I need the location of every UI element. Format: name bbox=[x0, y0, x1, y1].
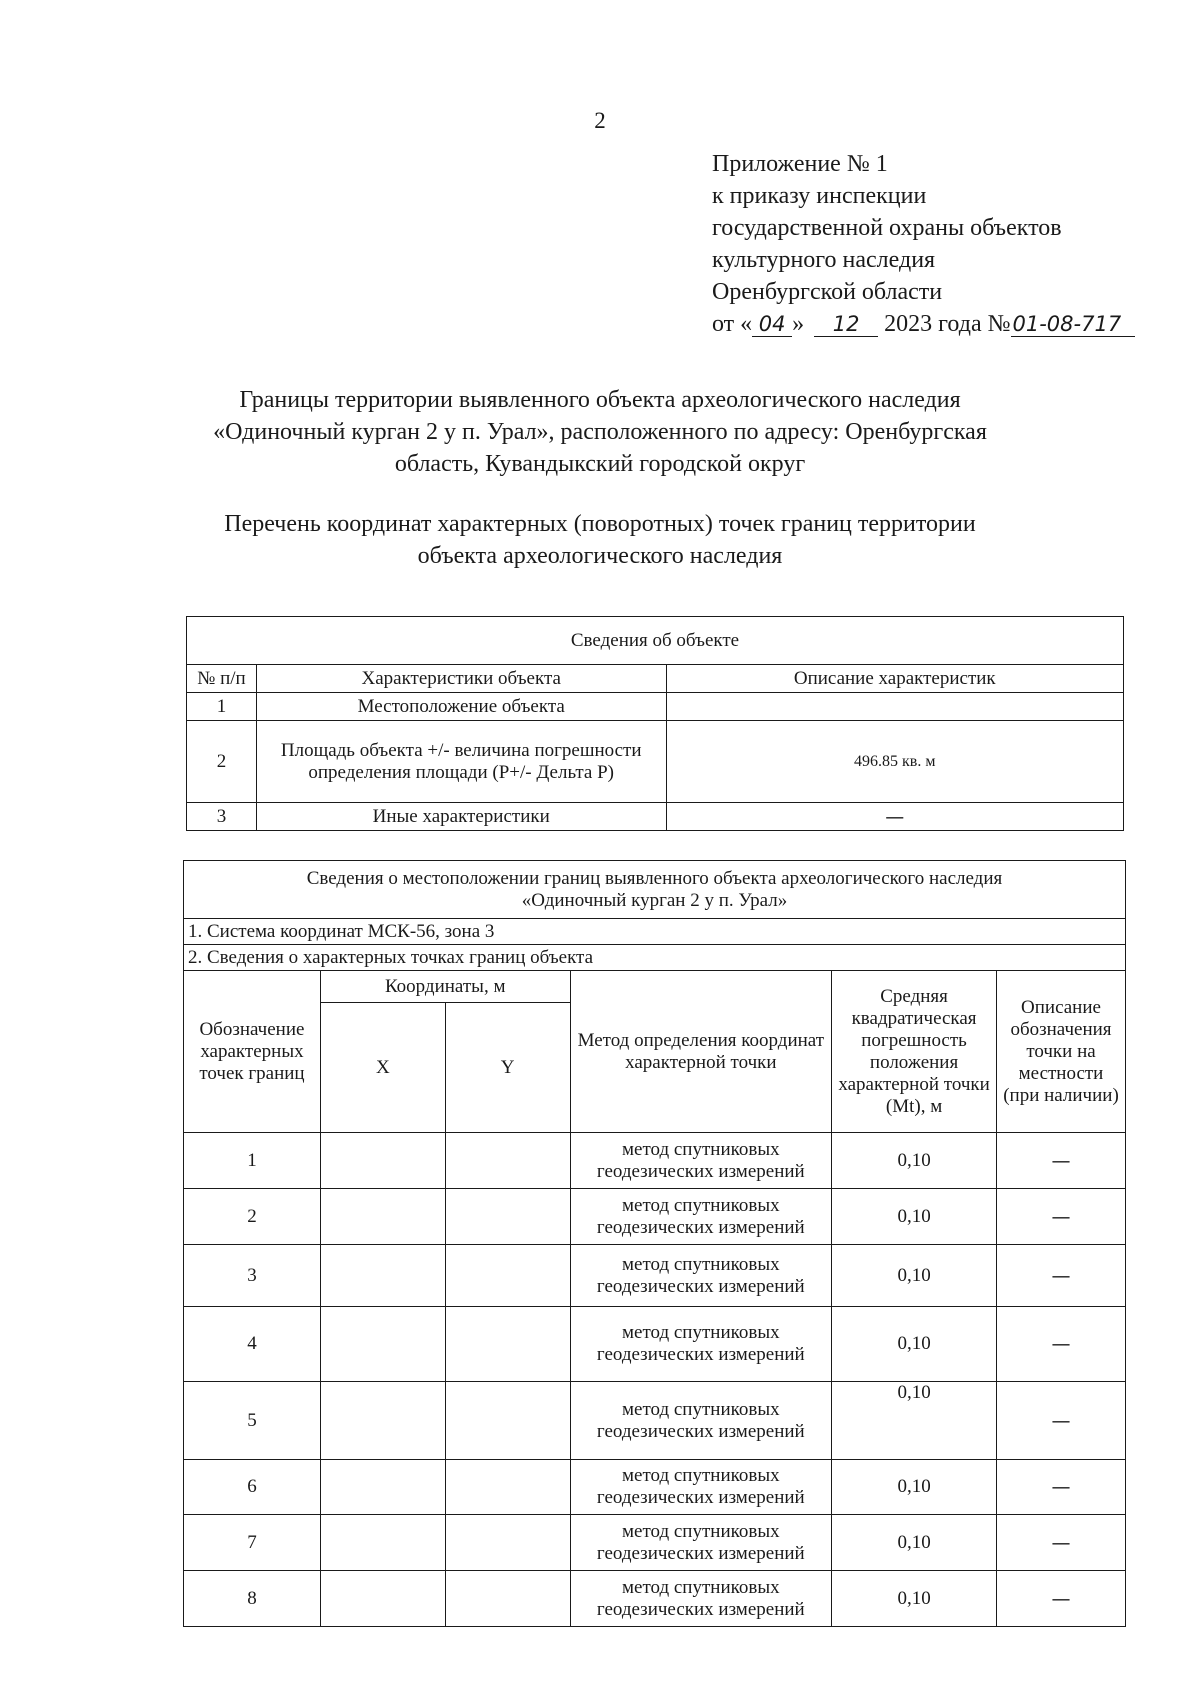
col-header-char: Характеристики объекта bbox=[256, 665, 666, 693]
point-x bbox=[320, 1245, 445, 1307]
table-row bbox=[184, 1133, 1126, 1189]
point-description: — bbox=[997, 1307, 1126, 1382]
row-num: 1 bbox=[187, 693, 257, 721]
table-row bbox=[184, 1460, 1126, 1515]
point-method: метод спутниковых геодезических измерений bbox=[570, 1189, 832, 1245]
col-header-num: № п/п bbox=[187, 665, 257, 693]
point-x bbox=[320, 1515, 445, 1571]
points-header-row: 2. Сведения о характерных точках границ объекта bbox=[184, 945, 1126, 971]
title-line-2: «Одиночный курган 2 у п. Урал», расположенного по адресу: Оренбургская bbox=[213, 419, 987, 445]
row-desc: — bbox=[666, 803, 1124, 831]
point-error: 0,10 bbox=[832, 1515, 997, 1571]
col-header-x: X bbox=[320, 1003, 445, 1133]
point-y bbox=[445, 1245, 570, 1307]
point-description: — bbox=[997, 1571, 1126, 1627]
point-y bbox=[445, 1515, 570, 1571]
boundary-header-line-1: Сведения о местоположении границ выявленного объекта археологического наследия bbox=[306, 867, 1003, 889]
point-x bbox=[320, 1307, 445, 1382]
col-header-designation: Обозначение характерных точек границ bbox=[184, 971, 321, 1133]
point-description: — bbox=[997, 1245, 1126, 1307]
date-day-handwritten: 04 bbox=[752, 312, 792, 337]
point-error: 0,10 bbox=[832, 1245, 997, 1307]
point-x bbox=[320, 1460, 445, 1515]
title-line-3: область, Кувандыкский городской округ bbox=[394, 451, 806, 477]
row-num: 2 bbox=[187, 721, 257, 803]
subtitle-line-1: Перечень координат характерных (поворотных) точек границ территории bbox=[224, 511, 976, 537]
appendix-line-4: культурного наследия bbox=[712, 247, 936, 273]
point-y bbox=[445, 1571, 570, 1627]
col-header-coords: Координаты, м bbox=[320, 971, 570, 1003]
appendix-line-1: Приложение № 1 bbox=[712, 151, 888, 177]
point-x bbox=[320, 1133, 445, 1189]
boundary-points-table bbox=[183, 860, 1126, 1627]
appendix-line-2: к приказу инспекции bbox=[712, 183, 927, 209]
table-row bbox=[187, 693, 1124, 721]
row-num: 3 bbox=[187, 803, 257, 831]
point-x bbox=[320, 1189, 445, 1245]
point-error: 0,10 bbox=[832, 1382, 997, 1460]
object-table-header: Сведения об объекте bbox=[187, 617, 1124, 665]
table-row bbox=[184, 1307, 1126, 1382]
point-method: метод спутниковых геодезических измерений bbox=[570, 1460, 832, 1515]
table-row bbox=[187, 721, 1124, 803]
col-header-desc: Описание характеристик bbox=[666, 665, 1124, 693]
point-y bbox=[445, 1307, 570, 1382]
order-number-handwritten: 01-08-717 bbox=[1011, 312, 1135, 337]
point-num: 1 bbox=[184, 1133, 321, 1189]
point-error: 0,10 bbox=[832, 1571, 997, 1627]
date-year-text: 2023 года № bbox=[884, 311, 1011, 337]
table-row bbox=[184, 1189, 1126, 1245]
table-row bbox=[184, 1245, 1126, 1307]
table-row bbox=[184, 1382, 1126, 1460]
document-title bbox=[150, 384, 1050, 480]
point-x bbox=[320, 1382, 445, 1460]
date-mid: » bbox=[792, 311, 805, 337]
point-error: 0,10 bbox=[832, 1460, 997, 1515]
coordinate-system-row: 1. Система координат МСК-56, зона 3 bbox=[184, 919, 1126, 945]
date-month-handwritten: 12 bbox=[814, 312, 878, 337]
col-header-method: Метод определения координат характерной точки bbox=[570, 971, 832, 1133]
point-y bbox=[445, 1189, 570, 1245]
point-error: 0,10 bbox=[832, 1189, 997, 1245]
point-num: 2 bbox=[184, 1189, 321, 1245]
point-method: метод спутниковых геодезических измерений bbox=[570, 1515, 832, 1571]
row-char: Местоположение объекта bbox=[256, 693, 666, 721]
title-line-1: Границы территории выявленного объекта археологического наследия bbox=[239, 387, 961, 413]
document-subtitle bbox=[150, 508, 1050, 572]
point-error: 0,10 bbox=[832, 1307, 997, 1382]
appendix-block bbox=[712, 148, 1135, 340]
appendix-line-3: государственной охраны объектов bbox=[712, 215, 1062, 241]
point-method: метод спутниковых геодезических измерений bbox=[570, 1382, 832, 1460]
point-x bbox=[320, 1571, 445, 1627]
point-y bbox=[445, 1382, 570, 1460]
point-y bbox=[445, 1460, 570, 1515]
point-method: метод спутниковых геодезических измерений bbox=[570, 1571, 832, 1627]
point-description: — bbox=[997, 1460, 1126, 1515]
col-header-description: Описание обозначения точки на местности (при наличии) bbox=[997, 971, 1126, 1133]
point-method: метод спутниковых геодезических измерений bbox=[570, 1133, 832, 1189]
row-char: Иные характеристики bbox=[256, 803, 666, 831]
col-header-error: Средняя квадратическая погрешность положения характерной точки (Mt), м bbox=[832, 971, 997, 1133]
page-number: 2 bbox=[594, 108, 606, 133]
point-y bbox=[445, 1133, 570, 1189]
appendix-line-5: Оренбургской области bbox=[712, 279, 943, 305]
table-row bbox=[184, 1515, 1126, 1571]
point-description: — bbox=[997, 1382, 1126, 1460]
point-description: — bbox=[997, 1515, 1126, 1571]
point-error: 0,10 bbox=[832, 1133, 997, 1189]
point-description: — bbox=[997, 1133, 1126, 1189]
appendix-date-line bbox=[712, 308, 1135, 340]
date-prefix: от « bbox=[712, 311, 753, 337]
table-row bbox=[187, 803, 1124, 831]
point-num: 3 bbox=[184, 1245, 321, 1307]
boundary-header-line-2: «Одиночный курган 2 у п. Урал» bbox=[521, 889, 788, 911]
object-info-table bbox=[186, 616, 1124, 831]
boundary-table-header bbox=[184, 861, 1126, 919]
point-method: метод спутниковых геодезических измерений bbox=[570, 1307, 832, 1382]
point-num: 6 bbox=[184, 1460, 321, 1515]
point-method: метод спутниковых геодезических измерений bbox=[570, 1245, 832, 1307]
point-description: — bbox=[997, 1189, 1126, 1245]
point-num: 7 bbox=[184, 1515, 321, 1571]
row-desc bbox=[666, 693, 1124, 721]
col-header-y: Y bbox=[445, 1003, 570, 1133]
point-num: 4 bbox=[184, 1307, 321, 1382]
row-char: Площадь объекта +/- величина погрешности определения площади (P+/- Дельта P) bbox=[256, 721, 666, 803]
row-desc: 496.85 кв. м bbox=[666, 721, 1124, 803]
table-row bbox=[184, 1571, 1126, 1627]
point-num: 5 bbox=[184, 1382, 321, 1460]
point-num: 8 bbox=[184, 1571, 321, 1627]
subtitle-line-2: объекта археологического наследия bbox=[417, 543, 783, 569]
